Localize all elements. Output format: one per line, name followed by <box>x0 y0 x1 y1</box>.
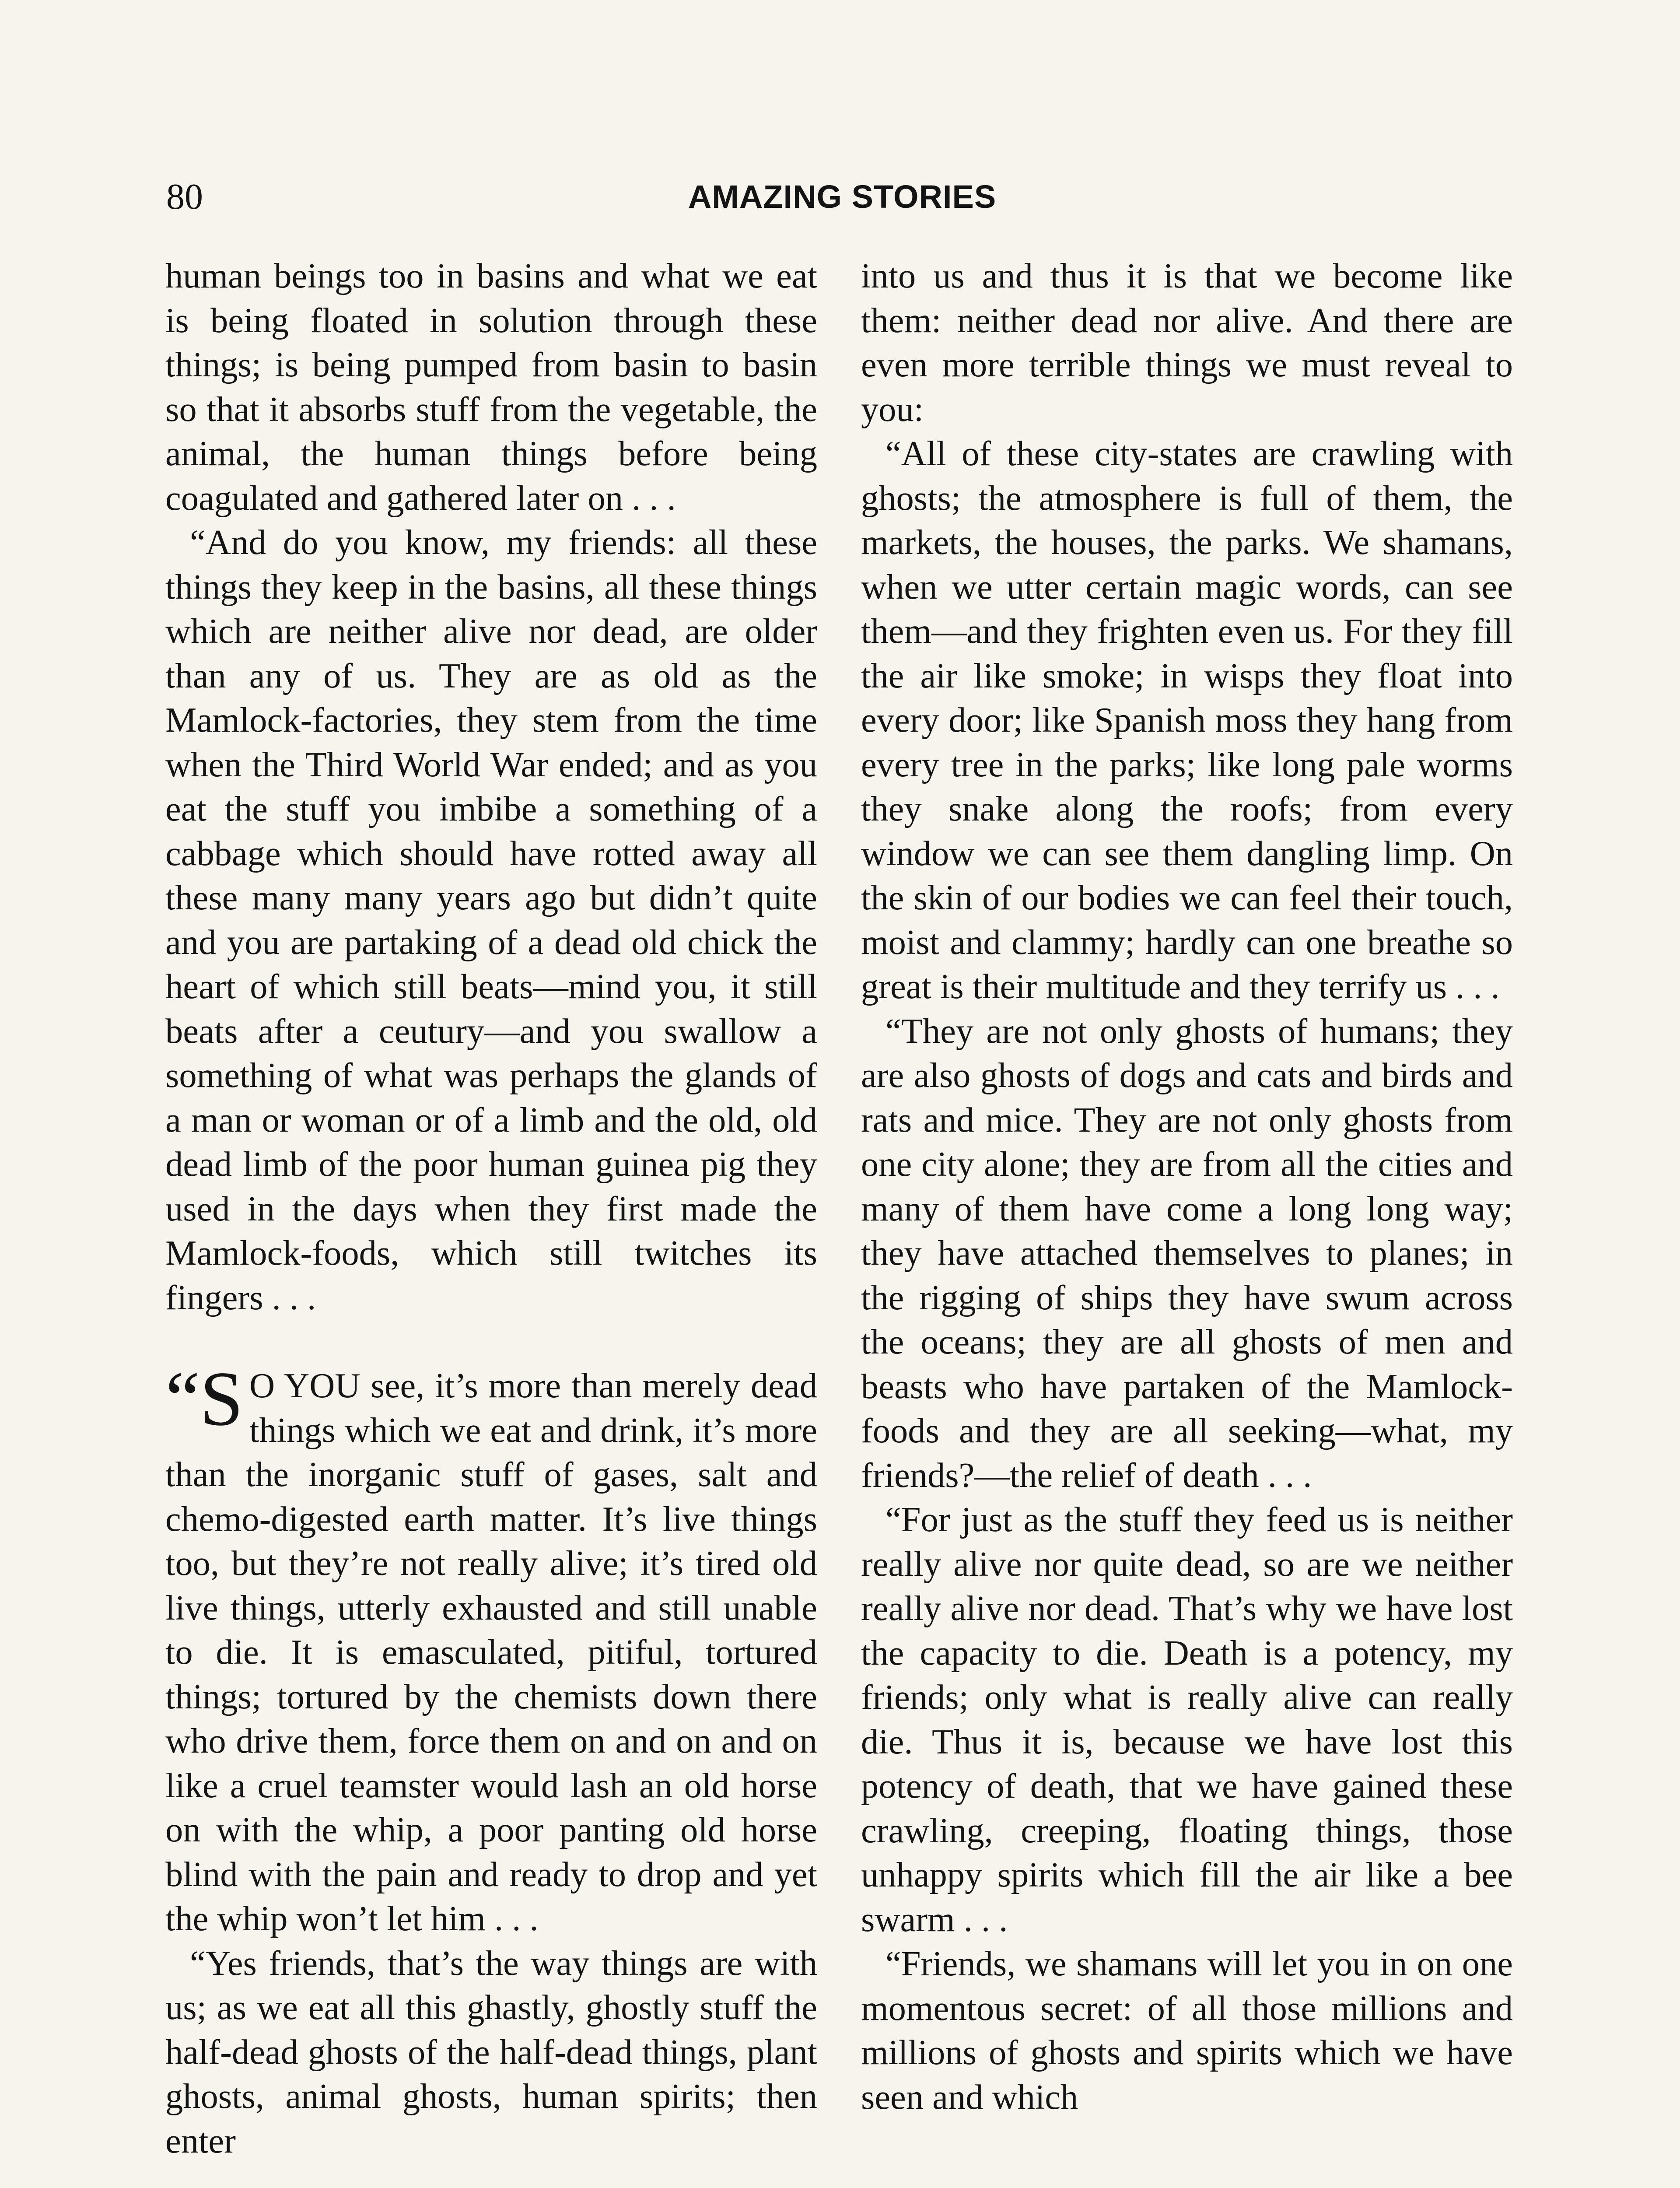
paragraph: “Yes friends, that’s the way things are with us; as we eat all this ghastly, ghostly stuff the half-dead ghosts of the half-dead things, plant ghosts, animal ghosts, human spirits; then enter <box>165 1943 817 2160</box>
paragraph: human beings too in basins and what we eat is being floated in solution through these things; is being pumped from basin to basin so that it absorbs stuff from the vegetable, the animal, the human things before being coagulated and gathered later on . . . <box>165 256 817 518</box>
dropcap-char: S <box>200 1355 244 1442</box>
paragraph: “For just as the stuff they feed us is neither really alive nor quite dead, so are we neither really alive nor dead. That’s why we have lost the capacity to die. Death is a potency, my friends; only what is really alive can really die. Thus it is, because we have lost this potency of death, that we have gained these crawling, creeping, floating things, those unhappy spirits which fill the air like a bee swarm . . . <box>861 1500 1513 1939</box>
page-header <box>166 171 1518 223</box>
paragraph: “Friends, we shamans will let you in on one momentous secret: of all those millions and millions of ghosts and spirits which we have seen and which <box>861 1944 1513 2117</box>
left-column <box>165 254 817 2163</box>
page-number: 80 <box>166 176 203 217</box>
section-break <box>165 1320 817 1364</box>
paragraph: “And do you know, my friends: all these things they keep in the basins, all these things which are neither alive nor dead, are older than any of us. They are as old as the Mamlock-factories, they stem from the time when the Third World War ended; and as you eat the stuff you imbibe a something of a cabbage which should have rotted away all these many many years ago but didn’t quite and you are partaking of a dead old chick the heart of which still beats—mind you, it still beats after a ceutury—and you swallow a something of what was perhaps the glands of a man or woman or of a limb and the old, old dead limb of the poor human guinea pig they used in the days when they first made the Mamlock-foods, which still twitches its fingers . . . <box>165 523 817 1317</box>
dropcap-paragraph <box>165 1355 817 1941</box>
dropcap-paragraph-text: O YOU see, it’s more than merely dead things which we eat and drink, it’s more than the inorganic stuff of gases, salt and chemo-digested earth matter. It’s live things too, but they’re not really alive; it’s tired old live things, utterly exhausted and still unable to die. It is emasculated, pitiful, tortured things; tortured by the chemists down there who drive them, force them on and on and on like a cruel teamster would lash an old horse on with the whip, a poor panting old horse blind with the pain and ready to drop and yet the whip won’t let him . . . <box>165 1366 817 1938</box>
paragraph: into us and thus it is that we become like them: neither dead nor alive. And there are even more terrible things we must reveal to you: <box>861 256 1513 429</box>
paragraph: “All of these city-states are crawling with ghosts; the atmosphere is full of them, the markets, the houses, the parks. We shamans, when we utter certain magic words, can see them—and they frighten even us. For they fill the air like smoke; in wisps they float into every door; like Spanish moss they hang from every tree in the parks; like long pale worms they snake along the roofs; from every window we can see them dangling limp. On the skin of our bodies we can feel their touch, moist and clammy; hardly can one breathe so great is their multitude and they terrify us . . . <box>861 434 1513 1006</box>
right-column <box>861 254 1513 2119</box>
running-head: AMAZING STORIES <box>688 179 997 215</box>
paragraph: “They are not only ghosts of humans; they are also ghosts of dogs and cats and birds and rats and mice. They are not only ghosts from one city alone; they are from all the cities and many of them have come a long long way; they have attached themselves to planes; in the rigging of ships they have swum across the oceans; they are all ghosts of men and beasts who have partaken of the Mamlock-foods and they are all seeking—what, my friends?—the relief of death . . . <box>861 1011 1513 1495</box>
dropcap-open-quote: “ <box>165 1355 200 1442</box>
dropcap-letter <box>165 1355 244 1442</box>
